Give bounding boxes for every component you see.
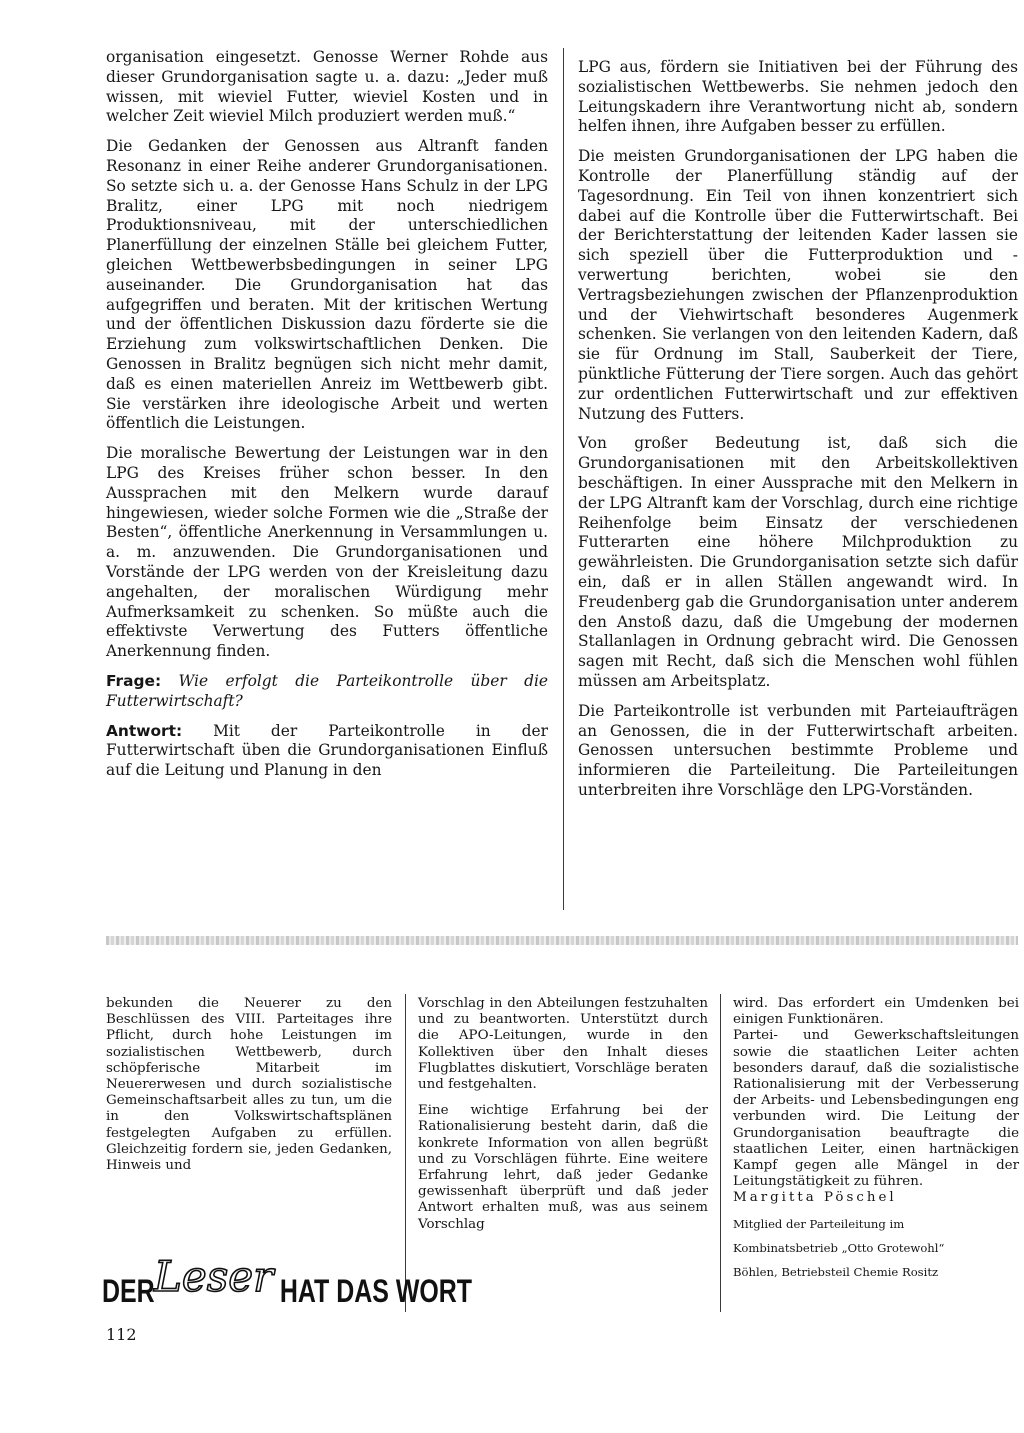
column-divider bbox=[405, 994, 406, 1312]
paragraph: Partei- und Gewerkschaftsleitungen sowie die staatlichen Leiter achten besonders darauf, daß die sozialistische Rationalisierung mit der Verbesserung der Arbeits- und Lebensbedingungen eng verbunden wird. Die Leitung der Grundorganisation beauftragte die staatlichen Leiter, einen hartnäckigen Kampf gegen alle Mängel in der Leitungstätigkeit zu führen. bbox=[733, 1028, 1019, 1190]
paragraph: organisation eingesetzt. Genosse Werner Rohde aus dieser Grundorganisation sagte u. a. dazu: „Jeder muß wissen, mit wieviel Futter, wieviel Kosten und in welcher Zeit wieviel Milch produziert werden muß.“ bbox=[106, 48, 548, 126]
author-location: Böhlen, Betriebsteil Chemie Rositz bbox=[733, 1264, 939, 1279]
logo-word-hat-das-wort: HAT DAS WORT bbox=[279, 1274, 473, 1310]
paragraph: Die Gedanken der Genossen aus Altranft fanden Resonanz in einer Reihe anderer Grundorganisationen. So setzte sich u. a. der Genosse Hans Schulz in der LPG Bralitz, einer LPG mit noch niedrigem Produktionsniveau, mit der unterschiedlichen Planerfüllung der einzelnen Ställe bei gleichem Futter, gleichen Wettbewerbsbedingungen in seiner LPG auseinander. Die Grundorganisation hat das aufgegriffen und beraten. Mit der kritischen Wertung und der öffentlichen Diskussion dazu förderte sie die Erziehung zum volkswirtschaftlichen Denken. Die Genossen in Bralitz begnügen sich nicht mehr damit, daß es einen materiellen Anreiz im Wettbewerb gibt. Sie verstärken ihre ideologische Arbeit und werten öffentlich die Leistungen. bbox=[106, 137, 548, 433]
question-label: Frage: bbox=[106, 671, 162, 690]
paragraph: Von großer Bedeutung ist, daß sich die Grundorganisationen mit den Arbeitskollektiven beschäftigen. In einer Aussprache mit den Melkern in der LPG Altranft kam der Vorschlag, durch eine richtige Reihenfolge beim Einsatz der verschiedenen Futterarten eine höhere Milchproduktion zu gewährleisten. Die Grundorganisation setzte sich dafür ein, daß er in allen Ställen angewandt wird. In Freudenberg gab die Grundorganisation unter anderem den Anstoß dazu, daß die Umgebung der modernen Stallanlagen in Ordnung gebracht wird. Die Genossen sagen mit Recht, daß sich die Menschen wohl fühlen müssen am Arbeitsplatz. bbox=[578, 434, 1018, 690]
section-separator bbox=[106, 936, 1018, 945]
top-left-column bbox=[106, 48, 548, 791]
question-text: Wie erfolgt die Parteikontrolle über die Futterwirtschaft? bbox=[106, 671, 548, 710]
paragraph: bekunden die Neuerer zu den Beschlüssen des VIII. Parteitages ihre Pflicht, durch hohe Leistungen im sozialistischen Wettbewerb, durch schöpferische Mitarbeit im Neuererwesen und durch sozialistische Gemeinschaftsarbeit alles zu tun, um die in den Volkswirtschaftsplänen festgelegten Aufgaben zu erfüllen. Gleichzeitig fordern sie, jeden Gedanken, Hinweis und bbox=[106, 996, 392, 1174]
paragraph: wird. Das erfordert ein Umdenken bei einigen Funktionären. bbox=[733, 996, 1019, 1028]
page-number: 112 bbox=[106, 1325, 137, 1344]
paragraph: Die Parteikontrolle ist verbunden mit Parteiaufträgen an Genossen, die in der Futterwirtschaft arbeiten. Genossen untersuchen bestimmte Probleme und informieren die Parteileitung. Die Parteileitungen unterbreiten ihre Vorschläge den LPG-Vorständen. bbox=[578, 701, 1018, 799]
logo-word-leser: Leser bbox=[154, 1252, 274, 1301]
answer-text: Mit der Parteikontrolle in der Futterwirtschaft üben die Grundorganisationen Einfluß auf die Leitung und Planung in den bbox=[106, 721, 548, 780]
author-role: Mitglied der Parteileitung im bbox=[733, 1216, 905, 1231]
answer-paragraph bbox=[106, 722, 548, 781]
der-leser-hat-das-wort-logo bbox=[102, 1252, 473, 1315]
paragraph: Die moralische Bewertung der Leistungen war in den LPG des Kreises früher schon besser. In den Aussprachen mit den Melkern wurde darauf hingewiesen, wieder solche Formen wie die „Straße der Besten“, öffentliche Anerkennung in Versammlungen u. a. m. anzuwenden. Die Grundorganisationen und Vorstände der LPG werden von der Kreisleitung dazu angehalten, der moralischen Würdigung mehr Aufmerksamkeit zu schenken. So müßte auch die effektivste Verwertung des Futters öffentliche Anerkennung finden. bbox=[106, 444, 548, 661]
paragraph: LPG aus, fördern sie Initiativen bei der Führung des sozialistischen Wettbewerbs. Sie nehmen jedoch den Leitungskadern ihre Verantwortung nicht ab, sondern helfen ihnen, ihre Aufgaben besser zu erfüllen. bbox=[578, 58, 1018, 136]
logo-word-der: DER bbox=[102, 1274, 155, 1310]
bottom-column-2 bbox=[418, 996, 708, 1243]
question-paragraph bbox=[106, 672, 548, 712]
bottom-column-1 bbox=[106, 996, 392, 1184]
paragraph: Vorschlag in den Abteilungen festzuhalten und zu beantworten. Unterstützt durch die APO-Leitungen, wurde in den Kollektiven über den Inhalt dieses Flugblattes diskutiert, Vorschläge beraten und festgehalten. bbox=[418, 996, 708, 1093]
answer-label: Antwort: bbox=[106, 721, 183, 740]
paragraph: Die meisten Grundorganisationen der LPG haben die Kontrolle der Planerfüllung ständig auf der Tagesordnung. Ein Teil von ihnen konzentriert sich dabei auf die Kontrolle über die Futterwirtschaft. Bei der Berichterstattung der leitenden Kader lassen sie sich speziell über die Futterproduktion und -verwertung berichten, wobei sie den Vertragsbeziehungen zwischen der Pflanzenproduktion und der Viehwirtschaft besonderes Augenmerk schenken. Sie verlangen von den leitenden Kadern, daß sie für Ordnung im Stall, Sauberkeit der Tiere, pünktliche Fütterung der Tiere sorgen. Auch das gehört zur ordentlichen Futterwirtschaft und zur effektiven Nutzung des Futters. bbox=[578, 147, 1018, 423]
paragraph: Eine wichtige Erfahrung bei der Rationalisierung besteht darin, daß die konkrete Information von allen begrüßt und zu Vorschlägen führte. Eine weitere Erfahrung lehrt, daß jeder Gedanke gewissenhaft überprüft und daß jeder Antwort erhalten muß, was aus seinem Vorschlag bbox=[418, 1103, 708, 1232]
top-right-column bbox=[578, 58, 1018, 811]
column-divider bbox=[563, 48, 564, 910]
bottom-column-3 bbox=[733, 996, 1019, 1289]
author-company: Kombinatsbetrieb „Otto Grotewohl“ bbox=[733, 1240, 945, 1255]
author-name: Margitta Pöschel bbox=[733, 1190, 897, 1206]
column-divider bbox=[720, 994, 721, 1312]
